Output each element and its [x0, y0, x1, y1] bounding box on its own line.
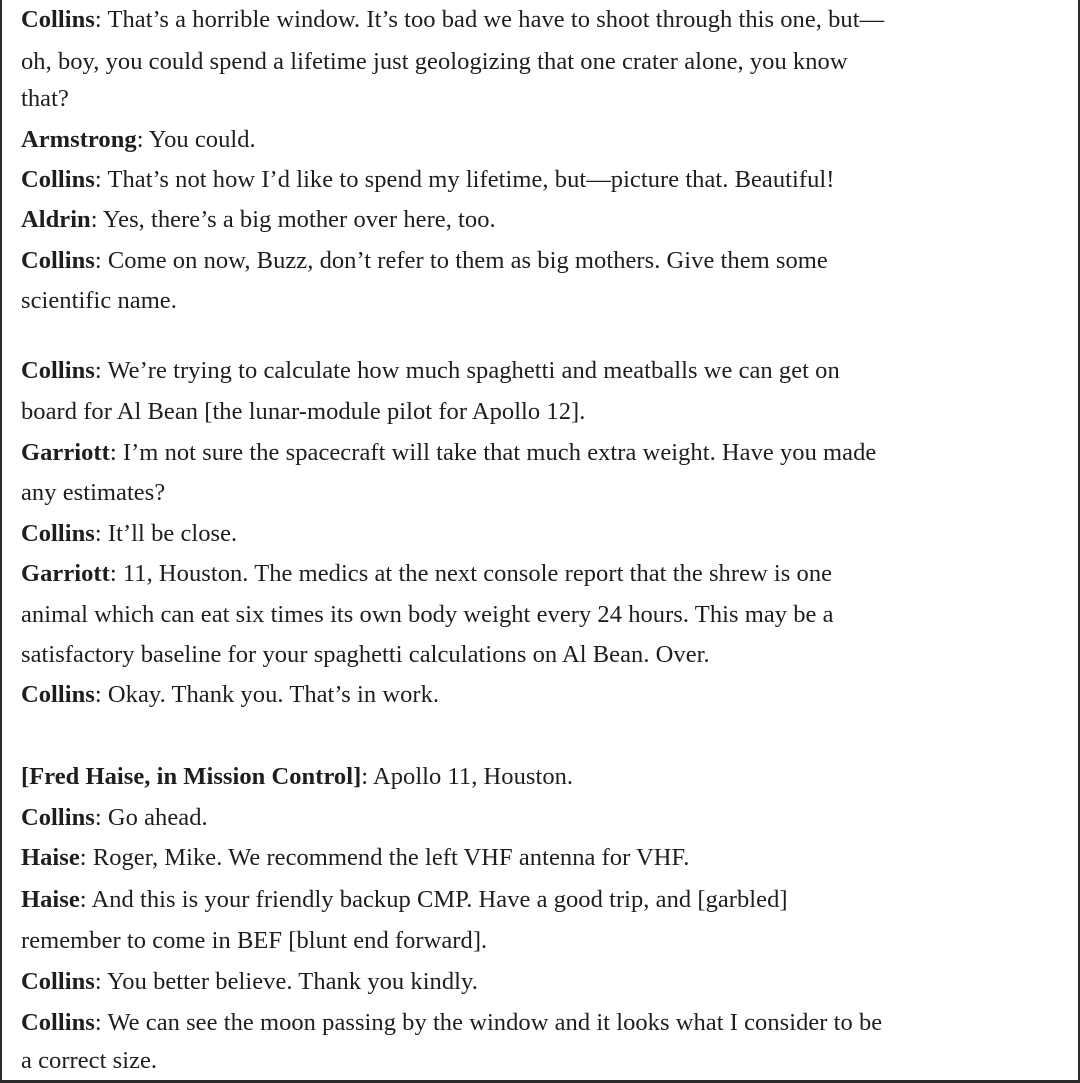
transcript-line: [21, 356, 840, 386]
transcript-line: [21, 559, 832, 589]
transcript-line: [21, 762, 573, 792]
speaker-name: Collins: [21, 357, 95, 384]
speaker-name: Collins: [21, 1009, 95, 1036]
line-text: : It’ll be close.: [94, 520, 238, 547]
line-text: : Roger, Mike. We recommend the left VHF antenna for VHF.: [79, 844, 690, 871]
line-text: oh, boy, you could spend a lifetime just geologizing that one crater alone, you know: [21, 48, 848, 75]
transcript-line: [21, 519, 237, 549]
line-text: any estimates?: [21, 479, 166, 506]
speaker-name: Haise: [21, 886, 80, 913]
transcript-line: [21, 165, 834, 195]
speaker-name: Collins: [21, 520, 95, 547]
transcript-line: [21, 205, 496, 235]
transcript-line: [21, 640, 710, 670]
line-text: : 11, Houston. The medics at the next console report that the shrew is one: [109, 560, 833, 587]
transcript-line: [21, 803, 208, 833]
speaker-name: [Fred Haise, in Mission Control]: [21, 763, 362, 790]
speaker-name: Collins: [21, 681, 95, 708]
transcript-line: [21, 1046, 157, 1076]
line-text: board for Al Bean [the lunar-module pilot for Apollo 12].: [21, 398, 586, 425]
line-text: : Apollo 11, Houston.: [361, 763, 574, 790]
line-text: : Go ahead.: [94, 804, 208, 831]
speaker-name: Collins: [21, 968, 95, 995]
line-text: : And this is your friendly backup CMP. Have a good trip, and [garbled]: [79, 886, 788, 913]
line-text: a correct size.: [21, 1047, 158, 1074]
speaker-name: Aldrin: [21, 206, 91, 233]
speaker-name: Armstrong: [21, 126, 137, 153]
speaker-name: Collins: [21, 804, 95, 831]
transcript-line: [21, 246, 828, 276]
transcript-line: [21, 478, 165, 508]
speaker-name: Garriott: [21, 560, 110, 587]
transcript-line: [21, 1008, 882, 1038]
speaker-name: Collins: [21, 247, 95, 274]
line-text: : You could.: [136, 126, 256, 153]
transcript-line: [21, 397, 585, 427]
transcript-line: [21, 286, 177, 316]
transcript-line: [21, 47, 848, 77]
transcript-line: [21, 84, 69, 114]
speaker-name: Garriott: [21, 439, 110, 466]
transcript-line: [21, 926, 487, 956]
line-text: satisfactory baseline for your spaghetti calculations on Al Bean. Over.: [21, 641, 710, 668]
line-text: : Come on now, Buzz, don’t refer to them as big mothers. Give them some: [94, 247, 828, 274]
line-text: : Okay. Thank you. That’s in work.: [94, 681, 440, 708]
speaker-name: Collins: [21, 166, 95, 193]
transcript-line: [21, 125, 256, 155]
transcript-line: [21, 600, 834, 630]
transcript-line: [21, 843, 689, 873]
transcript-line: [21, 885, 788, 915]
line-text: : We’re trying to calculate how much spaghetti and meatballs we can get on: [94, 357, 840, 384]
line-text: : That’s a horrible window. It’s too bad we have to shoot through this one, but—: [94, 6, 885, 33]
transcript-line: [21, 967, 478, 997]
line-text: : We can see the moon passing by the window and it looks what I consider to be: [94, 1009, 883, 1036]
line-text: : That’s not how I’d like to spend my lifetime, but—picture that. Beautiful!: [94, 166, 835, 193]
transcript-line: [21, 5, 884, 35]
line-text: : I’m not sure the spacecraft will take that much extra weight. Have you made: [109, 439, 877, 466]
line-text: : Yes, there’s a big mother over here, too.: [90, 206, 496, 233]
speaker-name: Haise: [21, 844, 80, 871]
line-text: : You better believe. Thank you kindly.: [94, 968, 478, 995]
line-text: scientific name.: [21, 287, 177, 314]
line-text: that?: [21, 85, 69, 112]
transcript-line: [21, 680, 439, 710]
transcript-line: [21, 438, 876, 468]
line-text: animal which can eat six times its own body weight every 24 hours. This may be a: [21, 601, 834, 628]
line-text: remember to come in BEF [blunt end forward].: [21, 927, 488, 954]
speaker-name: Collins: [21, 6, 95, 33]
